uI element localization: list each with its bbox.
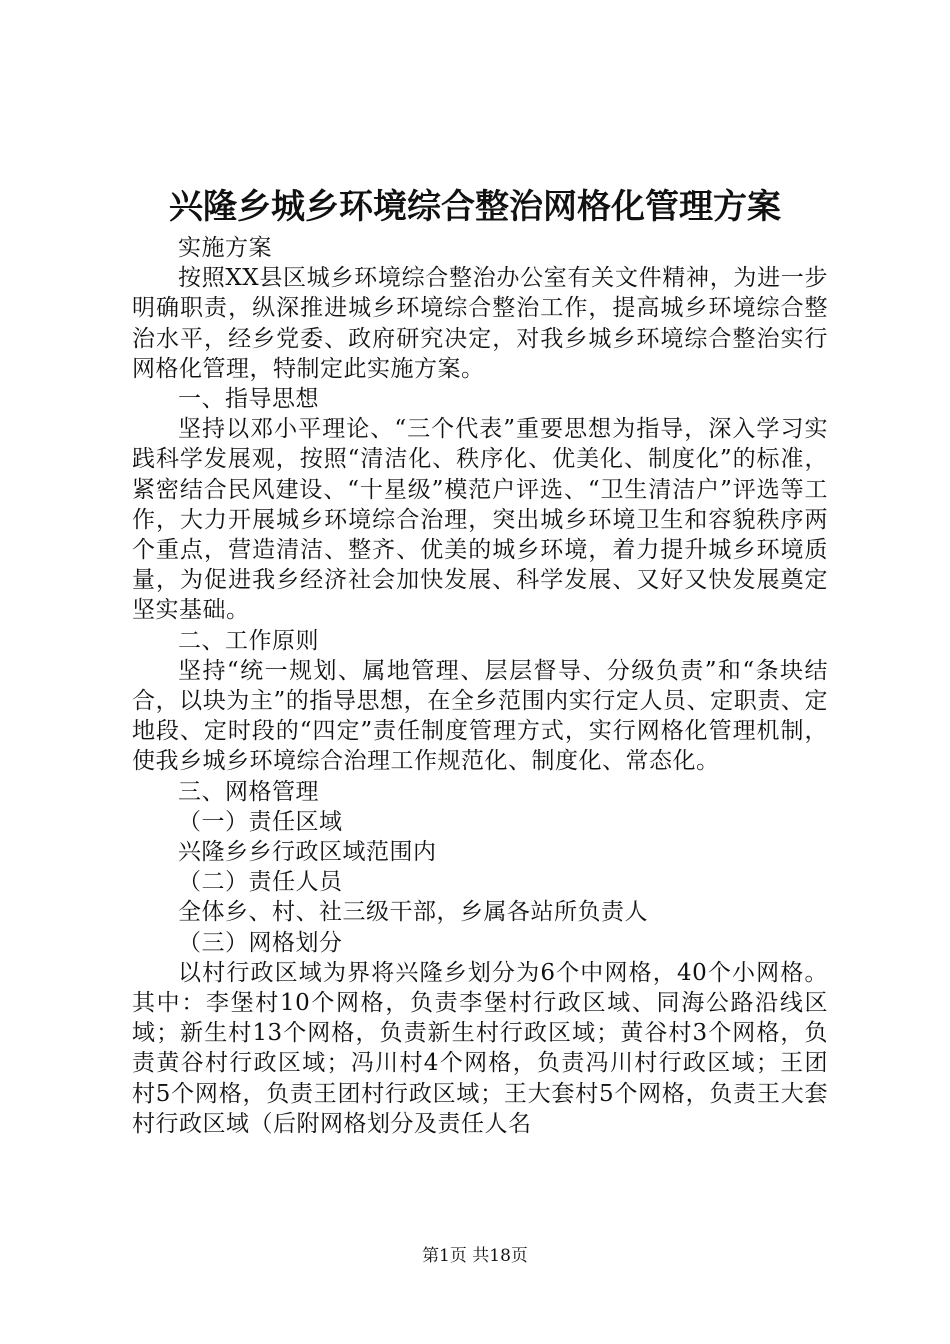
paragraph-responsible-persons: 全体乡、村、社三级干部，乡属各站所负责人 — [178, 899, 648, 926]
paragraph-grid-division: 以村行政区域为界将兴隆乡划分为6个中网格，40个小网格。其中：李堡村10个网格，负责李堡村行政区域、同海公路沿线区域；新生村13个网格，负责新生村行政区域；黄谷村3个网格，负责黄谷村行政区域；冯川村4个网格，负责冯川村行政区域；王团村5个网格，负责王团村行政区域；王大套村5个网格，负责王大套村行政区域（后附网格划分及责任人名 — [132, 959, 828, 1137]
document-body — [132, 233, 828, 1139]
paragraph-intro: 按照XX县区城乡环境综合整治办公室有关文件精神，为进一步明确职责，纵深推进城乡环境综合整治工作，提高城乡环境综合整治水平，经乡党委、政府研究决定，对我乡城乡环境综合整治实行网格化管理，特制定此实施方案。 — [132, 265, 828, 382]
heading-grid-management: 三、网格管理 — [178, 778, 319, 805]
paragraph-guiding-thought: 坚持以邓小平理论、“三个代表”重要思想为指导，深入学习实践科学发展观，按照“清洁化、秩序化、优美化、制度化”的标准，紧密结合民风建设、“十星级”模范户评选、“卫生清洁户”评选等工作，大力开展城乡环境综合治理，突出城乡环境卫生和容貌秩序两个重点，营造清洁、整齐、优美的城乡环境，着力提升城乡环境质量，为促进我乡经济社会加快发展、科学发展、又好又快发展奠定坚实基础。 — [132, 416, 828, 624]
paragraph-responsibility-area: 兴隆乡乡行政区域范围内 — [178, 839, 437, 866]
document-title: 兴隆乡城乡环境综合整治网格化管理方案 — [169, 187, 781, 227]
subheading-grid-division: （三）网格划分 — [178, 929, 343, 956]
heading-guiding-thought: 一、指导思想 — [178, 386, 319, 413]
paragraph-work-principles: 坚持“统一规划、属地管理、层层督导、分级负责”和“条块结合，以块为主”的指导思想，在全乡范围内实行定人员、定职责、定地段、定时段的“四定”责任制度管理方式，实行网格化管理机制，使我乡城乡环境综合治理工作规范化、制度化、常态化。 — [132, 657, 828, 775]
subheading-responsibility-area: （一）责任区域 — [178, 808, 343, 835]
subheading-responsible-persons: （二）责任人员 — [178, 869, 343, 896]
heading-work-principles: 二、工作原则 — [178, 627, 319, 654]
paragraph-section-label: 实施方案 — [178, 235, 272, 261]
page-footer: 第1页 共18页 — [422, 1246, 528, 1266]
